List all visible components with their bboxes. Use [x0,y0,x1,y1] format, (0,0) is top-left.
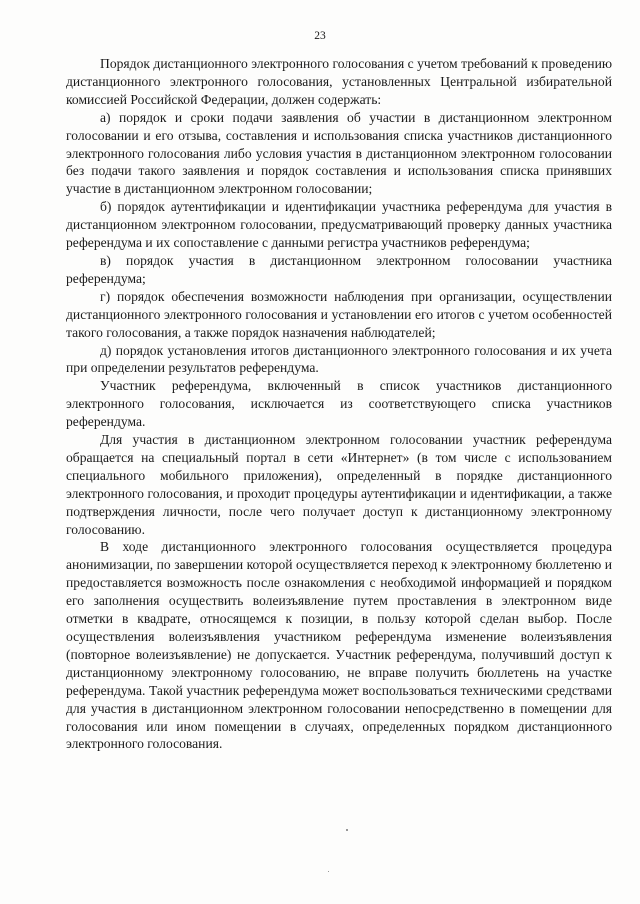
document-body [66,55,612,753]
paragraph-anonymization: В ходе дистанционного электронного голосования осуществляется процедура анонимизации, по завершении которой осуществляется переход к электронному бюллетеню и предоставляется возможность после ознакомления с необходимой информацией и порядком его заполнения осуществить волеизъявление путем проставления в электронном виде отметки в квадрате, относящемся к позиции, в пользу которой сделан выбор. После осуществления волеизъявления участником референдума изменение волеизъявления (повторное волеизъявление) не допускается. Участник референдума, получивший доступ к дистанционному электронному голосованию, не вправе получить бюллетень на участке референдума. Такой участник референдума может воспользоваться техническими средствами для участия в дистанционном электронном голосовании непосредственно в помещении для голосования или ином помещении в случаях, определенных порядком дистанционного электронного голосования. [66,539,612,752]
page-number: 23 [314,30,326,42]
paragraph-exclusion: Участник референдума, включенный в список участников дистанционного электронного голосования, исключается из соответствующего списка участников референдума. [66,378,612,430]
paragraph-intro: Порядок дистанционного электронного голосования с учетом требований к проведению дистанционного электронного голосования, установленных Центральной избирательной комиссией Российской Федерации, должен содержать: [66,56,612,107]
paragraph-item-b: б) порядок аутентификации и идентификации участника референдума для участия в дистанционном электронном голосовании, предусматривающий проверку данных участника референдума и их сопоставление с данными регистра участников референдума; [66,199,612,251]
paragraph-item-c: в) порядок участия в дистанционном электронном голосовании участника референдума; [66,252,612,286]
paragraph-item-a: а) порядок и сроки подачи заявления об участии в дистанционном электронном голосовании и его отзыва, составления и использования списка участников дистанционного электронного голосования либо условия участия в дистанционном электронном голосовании без подачи такого заявления и порядок составления и использования списка принявших участие в дистанционном электронном голосовании; [66,109,612,197]
paragraph-item-d: г) порядок обеспечения возможности наблюдения при организации, осуществлении дистанционного электронного голосования и установлении его итогов с учетом особенностей такого голосования, а также порядок назначения наблюдателей; [66,288,612,340]
scan-speck [328,871,329,872]
scan-speck [346,829,348,831]
paragraph-item-e: д) порядок установления итогов дистанционного электронного голосования и их учета при определении результатов референдума. [66,342,612,376]
paragraph-access: Для участия в дистанционном электронном голосовании участник референдума обращается на специальный портал в сети «Интернет» (в том числе с использованием специального мобильного приложения), определенный в порядке дистанционного электронного голосования, и проходит процедуры аутентификации и идентификации, а также подтверждения личности, после чего получает доступ к дистанционному электронному голосованию. [66,432,612,537]
